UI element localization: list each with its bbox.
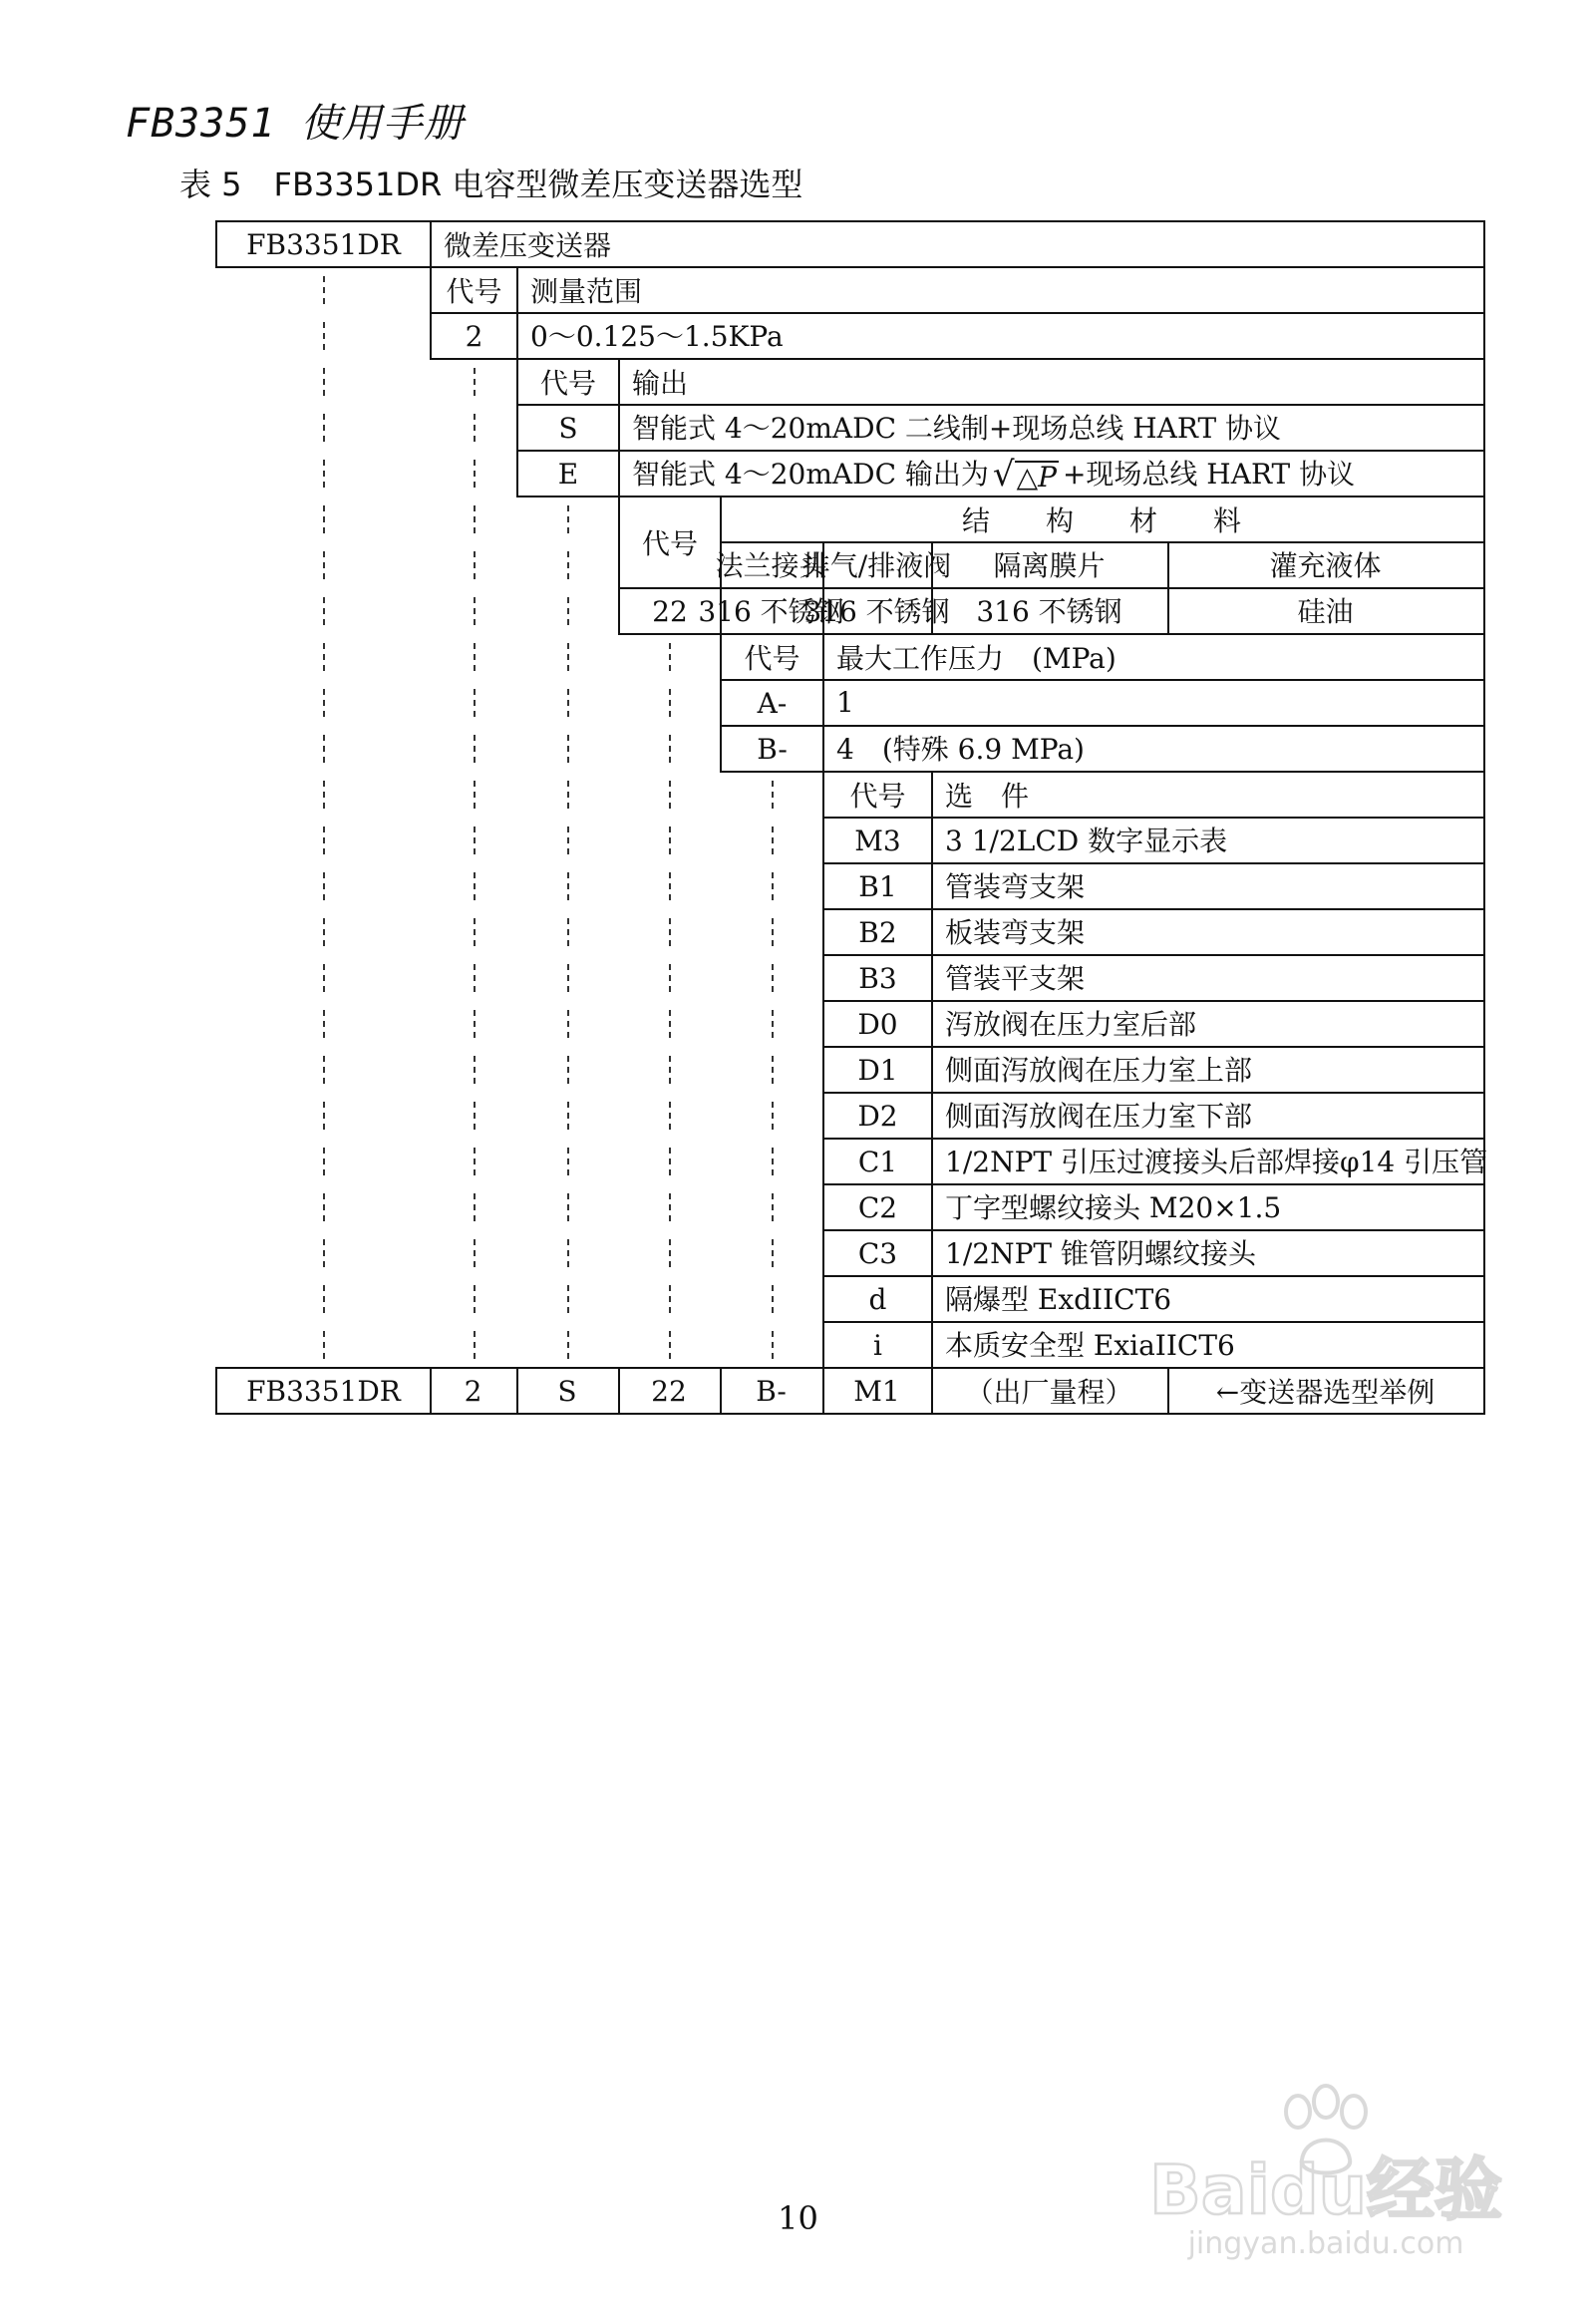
pressure-title: 最大工作压力 (MPa) [822,633,1485,681]
continuation-marker [669,781,671,809]
output-code: E [516,450,620,497]
structure-material: 316 不锈钢 [720,587,824,635]
continuation-marker [567,872,569,900]
continuation-marker [567,1010,569,1038]
continuation-marker [772,827,774,854]
continuation-marker [474,1239,476,1267]
continuation-marker [669,964,671,992]
option-description: 管装平支架 [931,954,1485,1002]
continuation-marker [669,735,671,763]
continuation-marker [772,964,774,992]
formula-body: △P [1016,460,1057,494]
continuation-marker [567,827,569,854]
output-title: 输出 [618,358,1485,406]
output-text-before: 智能式 4～20mADC 输出为 [632,458,989,491]
continuation-marker [772,781,774,809]
continuation-marker [669,827,671,854]
continuation-marker [772,1331,774,1359]
continuation-marker [323,643,325,671]
continuation-marker [474,1102,476,1130]
continuation-marker [323,460,325,488]
option-description: 1/2NPT 锥管阴螺纹接头 [931,1229,1485,1277]
continuation-marker [669,1010,671,1038]
option-description: 侧面泻放阀在压力室下部 [931,1092,1485,1140]
continuation-marker [474,643,476,671]
manual-title: FB3351 使用手册 [126,101,465,147]
continuation-marker [323,414,325,442]
continuation-marker [567,689,569,717]
continuation-marker [567,1193,569,1221]
page-number: 10 [778,2199,818,2237]
continuation-marker [323,551,325,579]
continuation-marker [474,1010,476,1038]
structure-material: 316 不锈钢 [931,587,1169,635]
sqrt-sign-icon: √ [992,455,1015,495]
continuation-marker [567,643,569,671]
continuation-marker [474,781,476,809]
continuation-marker [323,1056,325,1084]
continuation-marker [669,1102,671,1130]
continuation-marker [669,1148,671,1175]
option-code: D0 [822,1000,933,1048]
options-code-header: 代号 [822,771,933,819]
continuation-marker [567,1056,569,1084]
watermark-url: jingyan.baidu.com [1187,2226,1464,2261]
continuation-marker [669,1331,671,1359]
continuation-marker [567,964,569,992]
example-pressure: B- [720,1367,824,1415]
continuation-marker [567,735,569,763]
continuation-marker [474,414,476,442]
range-code-header: 代号 [430,266,518,314]
watermark-brand: Baidu经验 [1148,2151,1503,2230]
structure-column-header: 法兰接头 [720,541,824,589]
continuation-marker [323,1331,325,1359]
structure-material: 硅油 [1167,587,1485,635]
continuation-marker [567,781,569,809]
option-description: 管装弯支架 [931,862,1485,910]
option-description: 丁字型螺纹接头 M20×1.5 [931,1183,1485,1231]
continuation-marker [474,551,476,579]
continuation-marker [323,827,325,854]
option-code: C1 [822,1138,933,1185]
continuation-marker [567,1331,569,1359]
option-description: 1/2NPT 引压过渡接头后部焊接φ14 引压管 [931,1138,1485,1185]
output-code: S [516,404,620,452]
example-option: M1 [822,1367,933,1415]
continuation-marker [474,827,476,854]
continuation-marker [669,643,671,671]
continuation-marker [772,1056,774,1084]
baidu-jingyan-watermark [1126,2064,1525,2263]
continuation-marker [474,1056,476,1084]
pressure-value: 4 (特殊 6.9 MPa) [822,725,1485,773]
continuation-marker [567,505,569,533]
sqrt-formula [992,455,1059,495]
output-description [618,450,1485,497]
example-output: S [516,1367,620,1415]
continuation-marker [323,322,325,350]
continuation-marker [323,918,325,946]
continuation-marker [474,1148,476,1175]
structure-material: 316 不锈钢 [822,587,933,635]
continuation-marker [772,1193,774,1221]
continuation-marker [323,1148,325,1175]
option-code: D1 [822,1046,933,1094]
continuation-marker [474,505,476,533]
option-description: 本质安全型 ExiaIICT6 [931,1321,1485,1369]
range-title: 测量范围 [516,266,1485,314]
continuation-marker [772,918,774,946]
option-code: i [822,1321,933,1369]
option-description: 侧面泻放阀在压力室上部 [931,1046,1485,1094]
continuation-marker [474,1193,476,1221]
continuation-marker [567,597,569,625]
continuation-marker [567,1102,569,1130]
option-code: B2 [822,908,933,956]
continuation-marker [772,1239,774,1267]
continuation-marker [323,872,325,900]
example-structure: 22 [618,1367,722,1415]
continuation-marker [323,735,325,763]
table-caption: 表 5 FB3351DR 电容型微差压变送器选型 [179,165,803,203]
continuation-marker [323,1010,325,1038]
example-note: ←变送器选型举例 [1167,1367,1485,1415]
pressure-value: 1 [822,679,1485,727]
structure-column-header: 隔离膜片 [931,541,1169,589]
option-description: 隔爆型 ExdIICT6 [931,1275,1485,1323]
continuation-marker [772,1148,774,1175]
option-code: C3 [822,1229,933,1277]
structure-column-header: 排气/排液阀 [822,541,933,589]
continuation-marker [474,368,476,396]
option-code: D2 [822,1092,933,1140]
option-description: 板装弯支架 [931,908,1485,956]
continuation-marker [772,1285,774,1313]
continuation-marker [323,781,325,809]
example-model: FB3351DR [215,1367,432,1415]
continuation-marker [474,1285,476,1313]
option-code: B1 [822,862,933,910]
continuation-marker [669,918,671,946]
continuation-marker [567,1285,569,1313]
example-range: 2 [430,1367,518,1415]
range-value: 0～0.125～1.5KPa [516,312,1485,360]
option-code: B3 [822,954,933,1002]
continuation-marker [323,368,325,396]
option-code: M3 [822,817,933,864]
continuation-marker [567,1239,569,1267]
structure-title: 结构材料 [720,496,1485,543]
continuation-marker [474,1331,476,1359]
continuation-marker [474,689,476,717]
continuation-marker [323,505,325,533]
continuation-marker [323,689,325,717]
option-description: 3 1/2LCD 数字显示表 [931,817,1485,864]
model-cell: FB3351DR [215,220,432,268]
model-description: 微差压变送器 [430,220,1485,268]
example-factory-range: （出厂量程） [931,1367,1169,1415]
continuation-marker [567,1148,569,1175]
continuation-marker [323,1239,325,1267]
continuation-marker [323,597,325,625]
continuation-marker [474,918,476,946]
structure-code-header: 代号 [618,496,722,589]
pressure-code: A- [720,679,824,727]
range-code: 2 [430,312,518,360]
continuation-marker [567,551,569,579]
continuation-marker [474,735,476,763]
continuation-marker [772,872,774,900]
continuation-marker [772,1010,774,1038]
structure-column-header: 灌充液体 [1167,541,1485,589]
continuation-marker [474,597,476,625]
continuation-marker [474,460,476,488]
continuation-marker [669,872,671,900]
continuation-marker [474,964,476,992]
continuation-marker [772,1102,774,1130]
options-title: 选件 [931,771,1485,819]
continuation-marker [669,1239,671,1267]
continuation-marker [669,1285,671,1313]
pressure-code-header: 代号 [720,633,824,681]
continuation-marker [323,1102,325,1130]
continuation-marker [323,276,325,304]
output-text-after: +现场总线 HART 协议 [1062,458,1356,491]
option-description: 泻放阀在压力室后部 [931,1000,1485,1048]
continuation-marker [669,1193,671,1221]
continuation-marker [323,1285,325,1313]
continuation-marker [669,689,671,717]
continuation-marker [323,964,325,992]
continuation-marker [474,872,476,900]
output-code-header: 代号 [516,358,620,406]
pressure-code: B- [720,725,824,773]
option-code: d [822,1275,933,1323]
continuation-marker [323,1193,325,1221]
continuation-marker [669,1056,671,1084]
continuation-marker [567,918,569,946]
structure-code: 22 [618,587,722,635]
option-code: C2 [822,1183,933,1231]
output-description: 智能式 4～20mADC 二线制+现场总线 HART 协议 [618,404,1485,452]
